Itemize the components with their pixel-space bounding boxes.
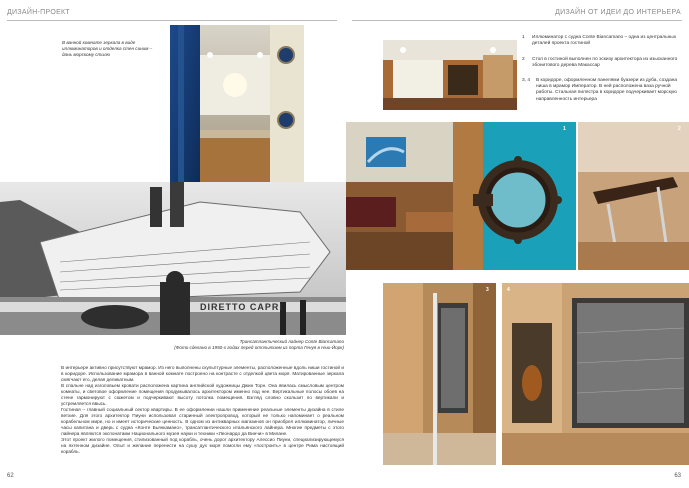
photo-badge-1: 1 [563,126,566,132]
page-number-left: 62 [7,473,14,479]
note-1 [522,35,682,47]
photo-badge-2: 2 [678,126,681,132]
header-right: ДИЗАЙН ОТ ИДЕИ ДО ИНТЕРЬЕРА [555,9,681,16]
corridor-photo [383,283,496,465]
note-3-4 [522,78,682,103]
liner-caption-1: Трансатлантический лайнер Conte Biancamano [239,339,344,344]
note-text: Иллюминатор с судна Conte Biancamano – одна из центральных деталей проекта гостиной [532,35,677,47]
note-number: 3, 4 [522,78,531,83]
table-photo [578,122,689,270]
body-paragraph: В интерьере активно присутствуют мрамор. Из него выполнены скульптурные элементы, расположенные вдоль ниши гостиной и в коридоре. Использование мрамора в ванной комнате построено на контрасте с отделкой цвета моря. Матированные зеркала смягчают его, делая деликатным. [61,365,344,382]
bathroom-photo [170,25,304,199]
photo-badge-4: 4 [507,287,510,293]
ocean-liner-photo [0,182,346,335]
porthole-photo [453,122,576,270]
liner-caption-2: (Фото сделано в 1950-х годах перед отплытием из порта Генуя в Нью-Йорк) [174,345,344,350]
marble-niche-photo [502,283,689,465]
living-room-wide-photo [346,122,453,270]
body-paragraph: В спальне над изголовьем кровати расположена картина английской художницы Джин Торн. Она явилась смысловым центром комнаты, и световое оформление помещения продумывалось архитектором именно под нее. Вертикальные полосы обоев на стене гармонируют с сюжетом и подчеркивают высоту потолка помещения. Взгляд словно скользит по вертикали и устремляется ввысь. [61,383,344,406]
note-2 [522,57,682,69]
living-room-photo [383,40,517,110]
article-body [61,365,344,455]
note-number: 2 [522,57,525,62]
photo-badge-3: 3 [486,287,489,293]
bathroom-caption: В ванной комнате зеркала в виде иллюминаторов и отделка стен синим – дань морскому стилю [62,40,153,57]
body-paragraph: Этот проект жилого помещения, стилизованный под корабль, очень дорог архитектору Алессио Пиуни, специализирующемуся на яхтенном дизайне. Опыт и желание перенести на сушу дух моря помогли ему «построить» в центре Рима настоящий корабль. [61,437,344,454]
header-rule-left [7,20,337,21]
body-paragraph: Гостиная – главный социальный сектор квартиры. В ее оформлении нашли применение реальные элементы дизайна в стиле ветхие. Для этого архитектор Пиуни использовал старинный электропровод, который не только напоминает о реальном корабельном мире, но и имеет исторические ценность. В одном из антикварных магазинов он приобрел иллюминатор, личные часы капитана и дверь с судна «Конте Бьянкамано», трансатлантического итальянского лайнера. Многие предметы с этого лайнера являются экспонатами Национального музея науки и техники «Леонардо да Винчи» в Милане. [61,407,344,436]
liner-sign: DIRETTO CAPRI [200,302,283,312]
page-number-right: 63 [674,473,681,479]
note-number: 1 [522,35,525,40]
note-text: Стол в гостиной выполнен по эскизу архитектора из изысканного эбонитового дерева Макассар [532,57,678,69]
header-rule-right [352,20,682,21]
note-text: В коридоре, оформленном панелями буазери из дуба, создана ниша в мрамор Император. В ней расположена ваза ручной работы. Стальная пилястра в коридоре подчеркивает морскую направленность интерьера [536,78,678,102]
header-left: ДИЗАЙН-ПРОЕКТ [7,9,70,16]
